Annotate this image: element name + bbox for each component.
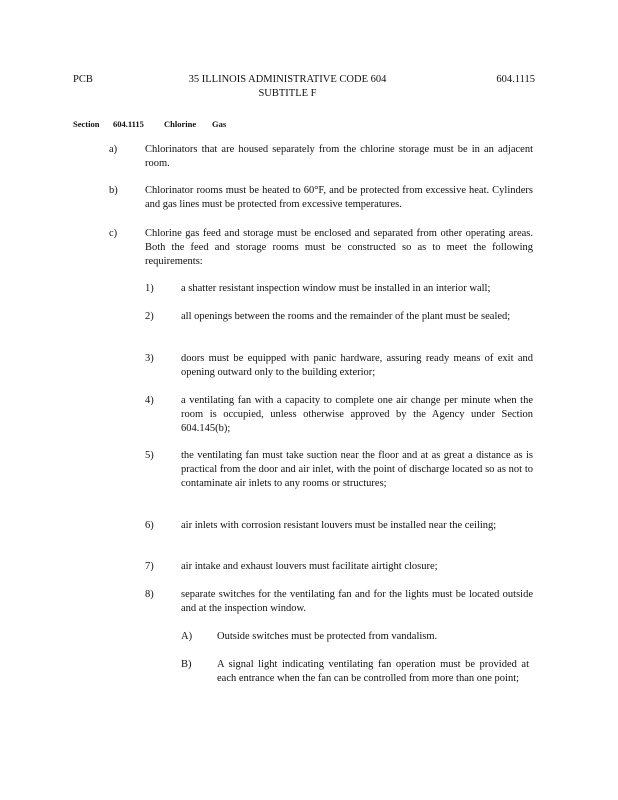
item-text: all openings between the rooms and the remainder of the plant must be sealed; <box>181 311 511 322</box>
item-text: a shatter resistant inspection window must be installed in an interior wall; <box>181 283 491 294</box>
item-label: 5) <box>145 450 154 461</box>
header-title-line1: 35 ILLINOIS ADMINISTRATIVE CODE 604 <box>188 74 387 85</box>
header-title <box>160 73 415 101</box>
item-text: A signal light indicating ventilating fan operation must be provided at each entrance when the fan can be controlled from more than one point; <box>217 659 529 684</box>
item-text: Chlorine gas feed and storage must be enclosed and separated from other operating areas. Both the feed and storage rooms must be constructed so as to meet the following requirements: <box>145 228 533 267</box>
item-text: Chlorinators that are housed separately from the chlorine storage must be in an adjacent room. <box>145 144 533 169</box>
item-text: separate switches for the ventilating fan and for the lights must be located outside and at the inspection window. <box>181 589 533 614</box>
section-heading <box>73 117 226 131</box>
item-label: a) <box>109 144 118 155</box>
item-label: 2) <box>145 311 154 322</box>
section-label: Section <box>73 119 100 129</box>
header-title-line2: SUBTITLE F <box>258 88 317 99</box>
item-text: the ventilating fan must take suction near the floor and at as great a distance as is practical from the door and air inlet, with the point of discharge located so as not to contaminate air inlets to any rooms or structures; <box>181 450 533 489</box>
item-text: Outside switches must be protected from vandalism. <box>217 631 438 642</box>
item-label: 7) <box>145 561 154 572</box>
item-label: 8) <box>145 589 154 600</box>
item-text: a ventilating fan with a capacity to complete one air change per minute when the room is occupied, unless otherwise approved by the Agency under Section 604.145(b); <box>181 395 533 434</box>
header-section-number: 604.1115 <box>496 74 535 85</box>
item-label: B) <box>181 659 192 670</box>
item-text: Chlorinator rooms must be heated to 60°F, and be protected from excessive heat. Cylinders and gas lines must be protected from excessive temperatures. <box>145 185 533 210</box>
item-label: A) <box>181 631 193 642</box>
header-agency: PCB <box>73 74 93 85</box>
item-label: 3) <box>145 353 154 364</box>
item-text: air intake and exhaust louvers must facilitate airtight closure; <box>181 561 438 572</box>
section-title-word2: Gas <box>212 119 227 129</box>
item-text: doors must be equipped with panic hardware, assuring ready means of exit and opening outward only to the building exterior; <box>181 353 533 378</box>
item-text: air inlets with corrosion resistant louvers must be installed near the ceiling; <box>181 520 497 531</box>
item-label: b) <box>109 185 118 196</box>
section-title-word1: Chlorine <box>164 119 197 129</box>
item-label: 6) <box>145 520 154 531</box>
item-label: 1) <box>145 283 154 294</box>
section-number: 604.1115 <box>113 119 144 129</box>
item-label: c) <box>109 228 118 239</box>
item-label: 4) <box>145 395 154 406</box>
